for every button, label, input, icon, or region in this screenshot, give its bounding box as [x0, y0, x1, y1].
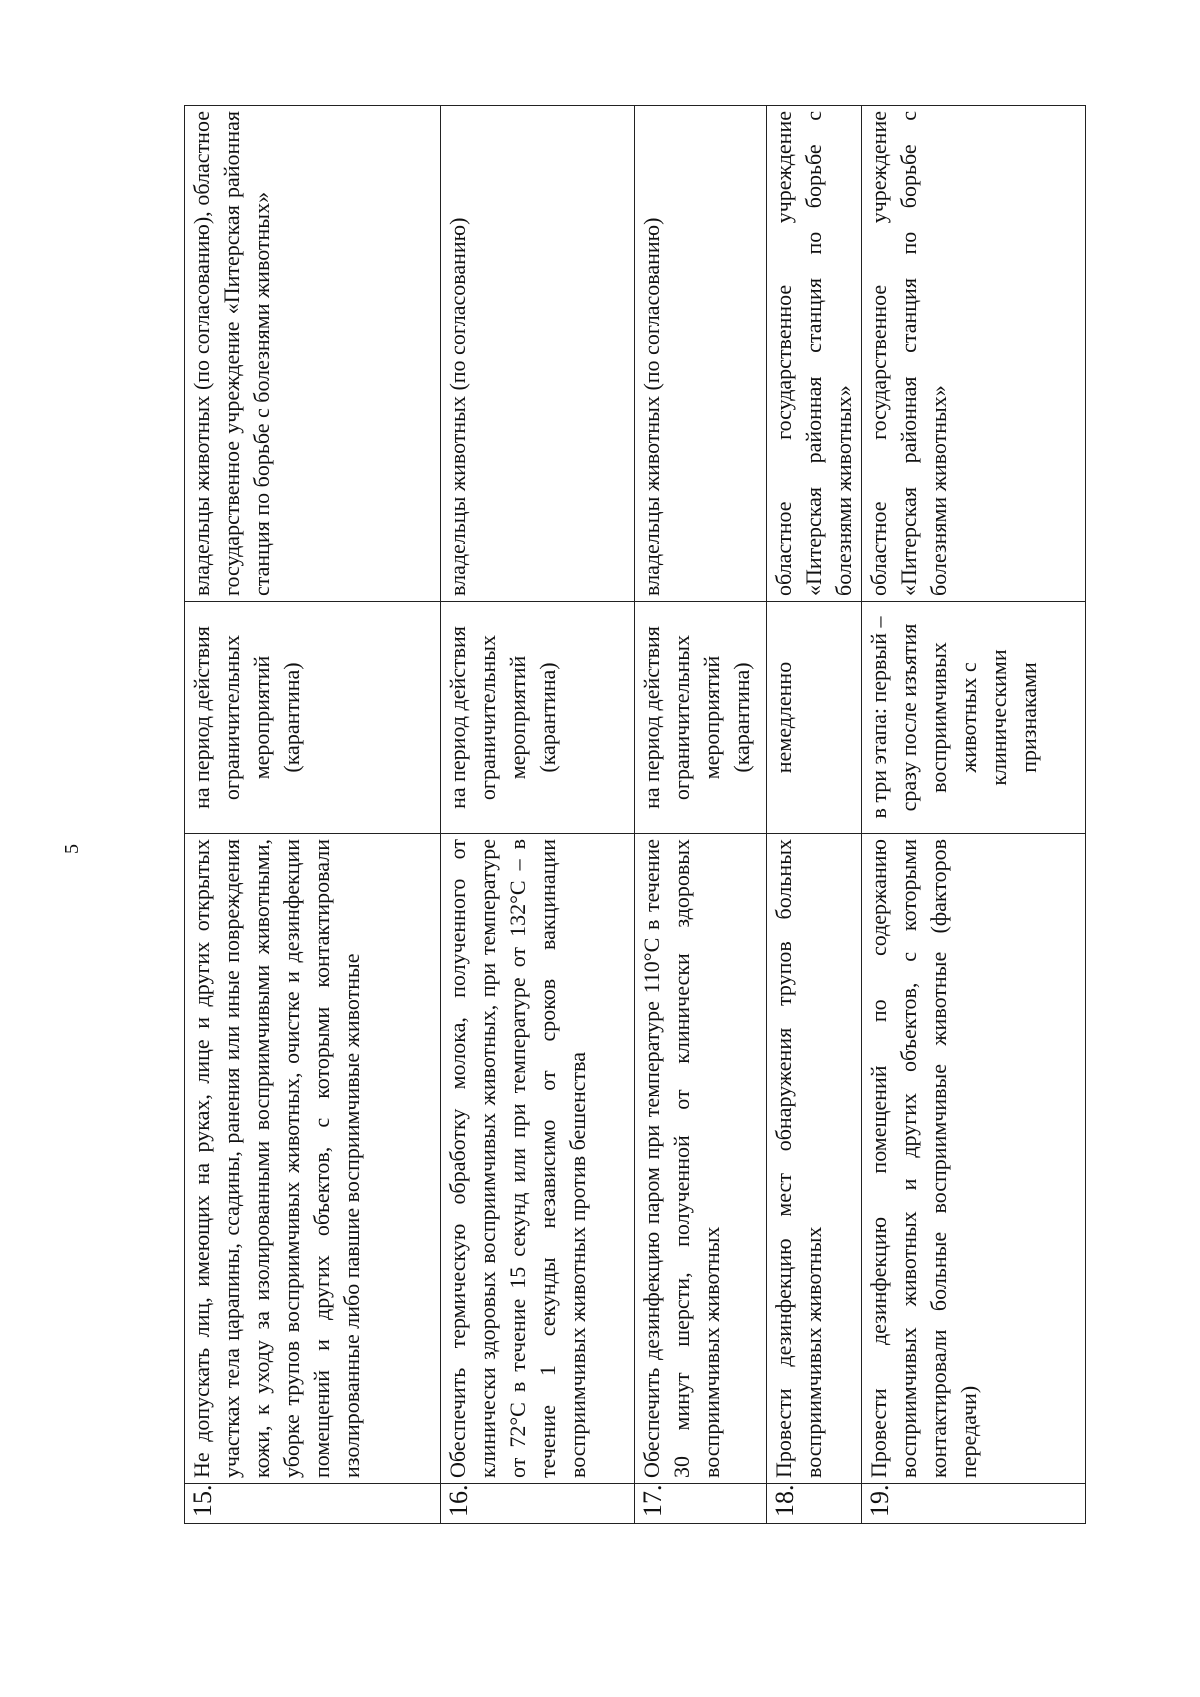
measure-cell: Обеспечить термическую обработку молока, полученного от клинически здоровых восприимчивых животных, при температуре от 72°С в течение 15 секунд или при температуре от 132°С – в течение 1 секунды независимо от сроков вакцинации восприимчивых животных против бешенства [441, 834, 635, 1484]
measures-table-rotated [184, 106, 1084, 1524]
row-number: 19. [862, 1484, 1086, 1524]
table-row [635, 106, 767, 1524]
page-number: 5 [61, 844, 83, 854]
row-number: 18. [767, 1484, 862, 1524]
term-cell: на период действия ограничительных мероприятий (карантина) [185, 602, 441, 834]
responsible-cell: владельцы животных (по согласованию) [441, 106, 635, 602]
term-cell: в три этапа: первый – сразу после изъятия восприимчивых животных с клиническими признаками [862, 602, 1086, 834]
row-number: 17. [635, 1484, 767, 1524]
row-number: 16. [441, 1484, 635, 1524]
table-row [862, 106, 1086, 1524]
term-cell: немедленно [767, 602, 862, 834]
responsible-cell: владельцы животных (по согласованию) [635, 106, 767, 602]
term-cell: на период действия ограничительных мероприятий (карантина) [635, 602, 767, 834]
responsible-cell: областное государственное учреждение «Питерская районная станция по борьбе с болезнями животных» [862, 106, 1086, 602]
table-row [185, 106, 441, 1524]
term-cell: на период действия ограничительных мероприятий (карантина) [441, 602, 635, 834]
measure-cell: Не допускать лиц, имеющих на руках, лице и других открытых участках тела царапины, ссадины, ранения или иные повреждения кожи, к уходу за изолированными восприимчивыми животными, уборке трупов восприимчивых животных, очистке и дезинфекции помещений и других объектов, с которыми контактировали изолированные либо павшие восприимчивые животные [185, 834, 441, 1484]
measure-cell: Провести дезинфекцию мест обнаружения трупов больных восприимчивых животных [767, 834, 862, 1484]
responsible-cell: областное государственное учреждение «Питерская районная станция по борьбе с болезнями животных» [767, 106, 862, 602]
responsible-cell: владельцы животных (по согласованию), областное государственное учреждение «Питерская районная станция по борьбе с болезнями животных» [185, 106, 441, 602]
measure-cell: Обеспечить дезинфекцию паром при температуре 110°С в течение 30 минут шерсти, полученной от клинически здоровых восприимчивых животных [635, 834, 767, 1484]
row-number: 15. [185, 1484, 441, 1524]
table-row [767, 106, 862, 1524]
table-row [441, 106, 635, 1524]
measure-cell: Провести дезинфекцию помещений по содержанию восприимчивых животных и других объектов, с которыми контактировали больные восприимчивые животные (факторов передачи) [862, 834, 1086, 1484]
measures-table [184, 105, 1086, 1524]
